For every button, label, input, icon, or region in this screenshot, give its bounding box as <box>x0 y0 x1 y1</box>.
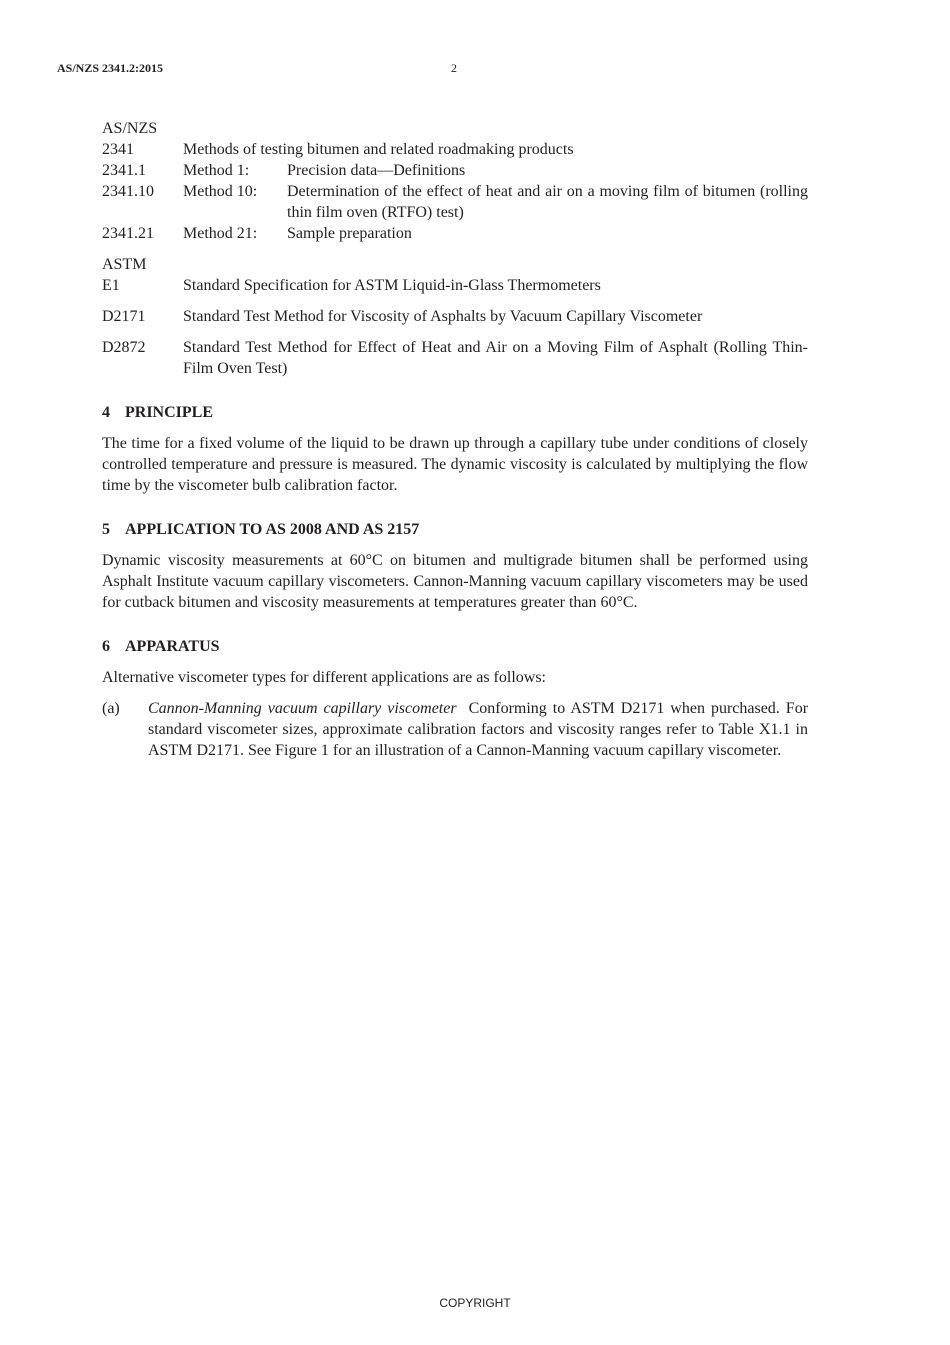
reference-title: Precision data—Definitions <box>287 162 466 179</box>
section-application <box>102 519 808 613</box>
reference-title: Sample preparation <box>287 225 412 242</box>
list-item-label: (a) <box>102 700 120 717</box>
reference-code: 2341.1 <box>102 162 146 179</box>
reference-row <box>102 139 808 160</box>
list-item-text <box>148 698 808 761</box>
list-item-body: Conforming to ASTM D2171 when purchased. For standard viscometer sizes, approximate calibration factors and viscosity ranges refer to Table X1.1 in ASTM D2171. See Figure 1 for an illustration of a Cannon-Manning vacuum capillary viscometer. <box>148 700 809 759</box>
reference-row <box>102 223 808 244</box>
section-heading <box>102 636 808 657</box>
list-item <box>102 698 808 761</box>
reference-method: Method 1: <box>183 162 250 179</box>
section-heading <box>102 519 808 540</box>
list-item-title: Cannon-Manning vacuum capillary viscometer <box>148 700 457 717</box>
references-astm <box>102 254 808 379</box>
reference-title: Standard Specification for ASTM Liquid-in-Glass Thermometers <box>183 277 601 294</box>
reference-row <box>102 337 808 379</box>
reference-code: 2341 <box>102 141 134 158</box>
page-number: 2 <box>451 61 457 75</box>
copyright-footer: COPYRIGHT <box>439 1296 511 1310</box>
reference-code: 2341.10 <box>102 183 154 200</box>
section-paragraph: The time for a fixed volume of the liquid to be drawn up through a capillary tube under conditions of closely controlled temperature and pressure is measured. The dynamic viscosity is calculated by multiplying the flow time by the viscometer bulb calibration factor. <box>102 435 808 494</box>
reference-row <box>102 306 808 327</box>
reference-title: Standard Test Method for Effect of Heat and Air on a Moving Film of Asphalt (Rolling Thin-Film Oven Test) <box>183 339 808 377</box>
reference-code: E1 <box>102 277 120 294</box>
section-paragraph: Dynamic viscosity measurements at 60°C on bitumen and multigrade bitumen shall be performed using Asphalt Institute vacuum capillary viscometers. Cannon-Manning vacuum capillary viscometers may be used for cutback bitumen and viscosity measurements at temperatures greater than 60°C. <box>102 552 808 611</box>
section-number: 4 <box>102 404 110 421</box>
reference-group-heading: AS/NZS <box>102 120 158 137</box>
standard-designation: AS/NZS 2341.2:2015 <box>57 61 164 75</box>
reference-method: Method 21: <box>183 225 258 242</box>
section-principle <box>102 402 808 496</box>
references-asnzs <box>102 118 808 244</box>
section-title: PRINCIPLE <box>125 404 214 421</box>
section-heading <box>102 402 808 423</box>
section-number: 5 <box>102 521 110 538</box>
reference-row <box>102 181 808 223</box>
reference-title: Methods of testing bitumen and related roadmaking products <box>183 141 574 158</box>
section-number: 6 <box>102 638 110 655</box>
reference-code: 2341.21 <box>102 225 154 242</box>
reference-code: D2171 <box>102 308 146 325</box>
reference-method: Method 10: <box>183 183 258 200</box>
reference-row <box>102 160 808 181</box>
reference-title: Standard Test Method for Viscosity of Asphalts by Vacuum Capillary Viscometer <box>183 308 703 325</box>
reference-title: Determination of the effect of heat and air on a moving film of bitumen (rolling thin film oven (RTFO) test) <box>287 183 808 221</box>
section-paragraph: Alternative viscometer types for different applications are as follows: <box>102 669 546 686</box>
reference-row <box>102 275 808 296</box>
section-title: APPLICATION TO AS 2008 AND AS 2157 <box>125 521 420 538</box>
section-title: APPARATUS <box>125 638 220 655</box>
reference-group-heading: ASTM <box>102 256 147 273</box>
reference-code: D2872 <box>102 339 146 356</box>
section-apparatus <box>102 636 808 761</box>
document-body <box>102 118 808 761</box>
